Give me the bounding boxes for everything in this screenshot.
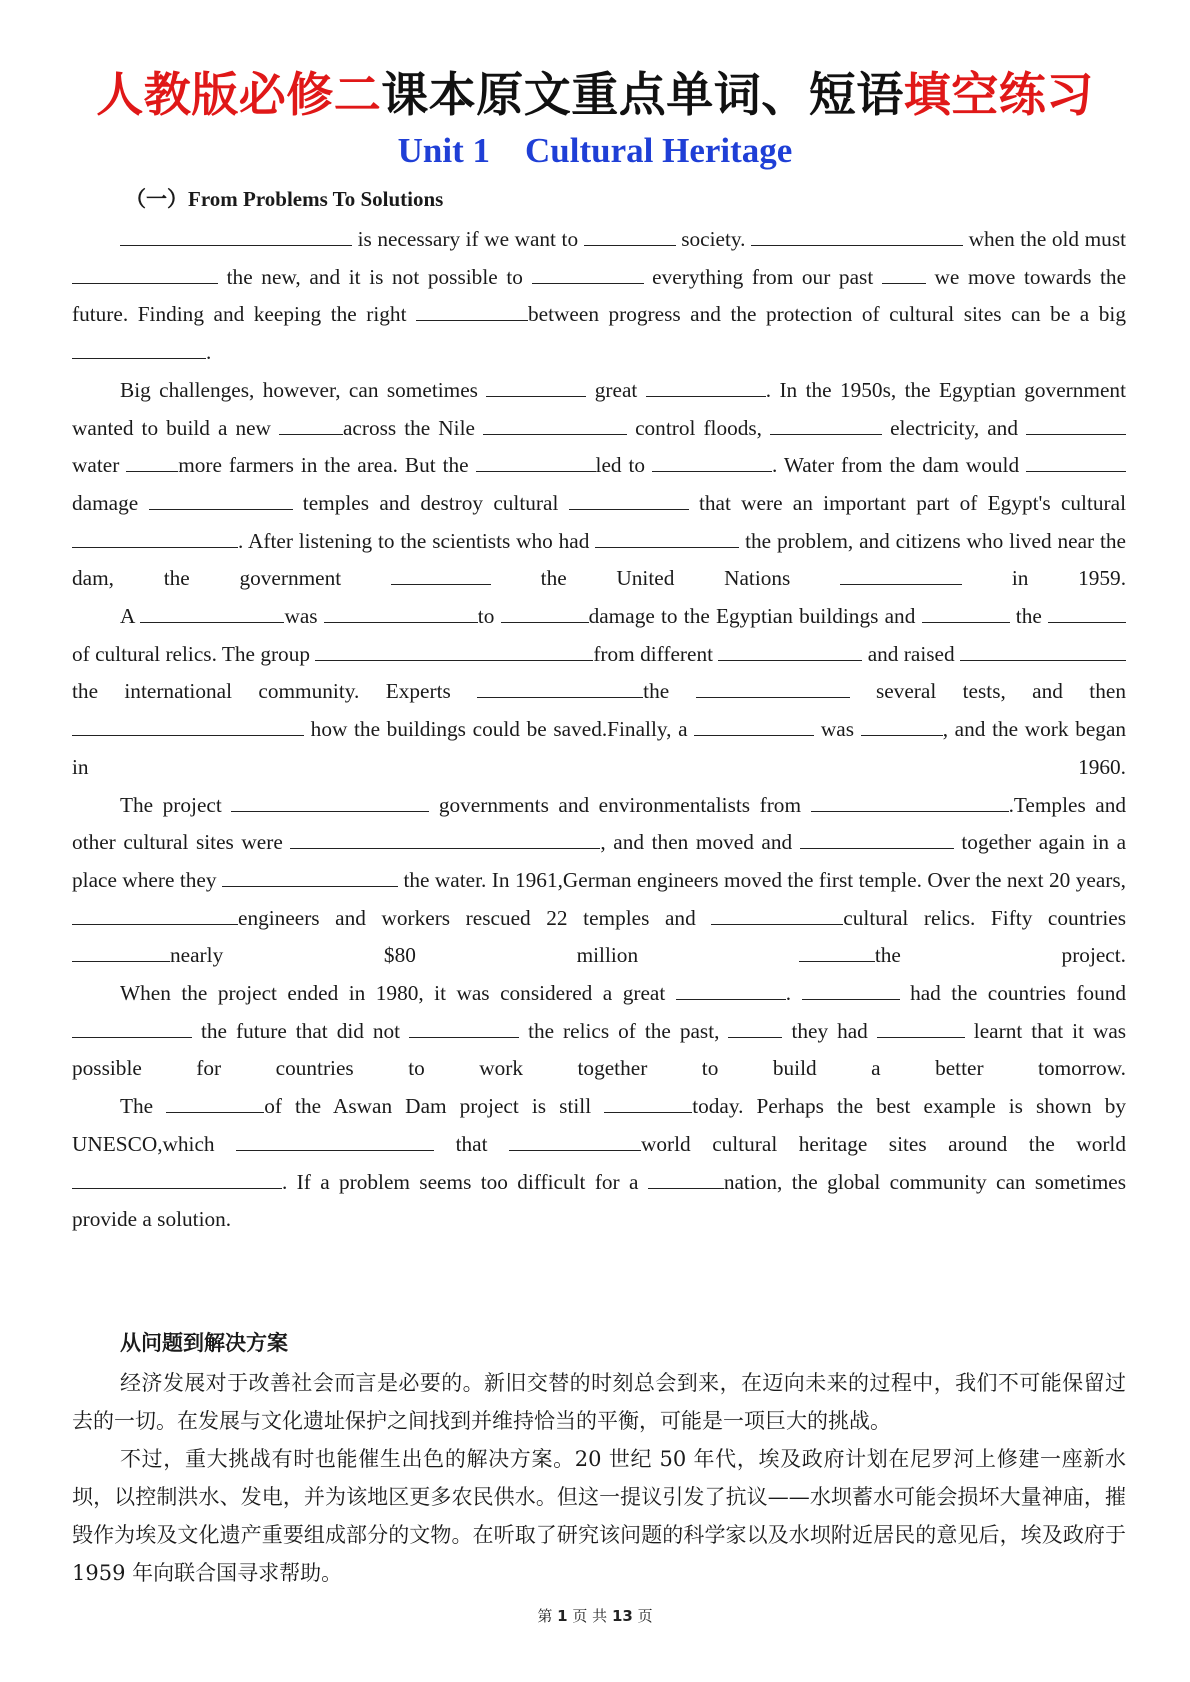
- passage-text: . In the 1950s, the Egyptian government wanted to build a new: [72, 377, 1126, 440]
- blank[interactable]: [72, 943, 170, 962]
- blank[interactable]: [72, 340, 206, 359]
- passage-text: was: [820, 717, 855, 742]
- passage-text: to: [477, 604, 495, 629]
- passage-text: The: [120, 1094, 154, 1119]
- blank[interactable]: [120, 227, 352, 246]
- blank[interactable]: [315, 642, 593, 661]
- passage-text: led to: [595, 453, 646, 478]
- blank[interactable]: [290, 830, 600, 849]
- passage-text: between progress and the protection of cultural sites can be a big: [528, 302, 1126, 327]
- blank[interactable]: [569, 491, 689, 510]
- blank[interactable]: [72, 265, 218, 284]
- passage-text: great: [594, 377, 638, 402]
- blank[interactable]: [652, 453, 772, 472]
- blank[interactable]: [646, 378, 766, 397]
- blank[interactable]: [126, 453, 178, 472]
- blank[interactable]: [416, 302, 528, 321]
- passage-text: we move towards the future. Finding and keeping the right: [72, 264, 1127, 327]
- blank[interactable]: [595, 529, 739, 548]
- blank[interactable]: [676, 981, 786, 1000]
- passage-text: and raised: [867, 641, 955, 666]
- passage-text: the: [643, 679, 670, 704]
- passage-text: more farmers in the area. But the: [178, 453, 469, 478]
- blank[interactable]: [861, 717, 943, 736]
- blank[interactable]: [802, 981, 900, 1000]
- blank[interactable]: [960, 642, 1126, 661]
- passage-text: damage: [72, 490, 139, 515]
- passage-paragraph-5: [72, 975, 1126, 1088]
- blank[interactable]: [391, 566, 491, 585]
- passage-text: learnt that it was possible for countries to work together to build a better tomorrow.: [72, 1018, 1127, 1081]
- passage-text: everything from our past: [652, 264, 874, 289]
- passage-text: . Water from the dam would: [771, 453, 1020, 478]
- page-title: [0, 70, 1190, 122]
- footer-suffix: 页: [637, 1607, 653, 1625]
- footer-middle: 页 共: [572, 1607, 608, 1625]
- blank[interactable]: [840, 566, 962, 585]
- blank[interactable]: [532, 265, 644, 284]
- passage-text: A: [120, 604, 135, 629]
- passage-text: nearly $80 million: [170, 943, 639, 968]
- passage-text: across the Nile: [342, 415, 475, 440]
- blank[interactable]: [584, 227, 676, 246]
- blank[interactable]: [922, 604, 1010, 623]
- blank[interactable]: [877, 1019, 965, 1038]
- blank[interactable]: [751, 227, 963, 246]
- passage-text: , and the work began in 1960.: [72, 717, 1127, 779]
- title-part-2: 课本原文重点单词、短语: [381, 68, 904, 123]
- blank[interactable]: [711, 906, 843, 925]
- passage-text: in 1959.: [1011, 566, 1127, 591]
- passage-text: of cultural relics. The group: [72, 641, 310, 666]
- passage-text: governments and environmentalists: [438, 792, 751, 817]
- blank[interactable]: [696, 679, 850, 698]
- passage-text: they had: [791, 1018, 868, 1043]
- passage-text: When the project ended in 1980, it was considered a great: [120, 981, 666, 1006]
- blank[interactable]: [694, 717, 814, 736]
- passage-text: the future that did not: [200, 1018, 401, 1043]
- blank[interactable]: [1026, 453, 1126, 472]
- blank[interactable]: [324, 604, 478, 623]
- blank[interactable]: [231, 793, 429, 812]
- passage-text: the: [1015, 604, 1042, 629]
- passage-text: when the old must: [968, 227, 1127, 251]
- page-footer: [0, 1605, 1190, 1626]
- passage-text: cultural relics. Fifty countries: [843, 905, 1126, 930]
- passage-text: the problem, and citizens who lived near the dam, the government: [72, 528, 1126, 591]
- passage-paragraph-4: [72, 787, 1126, 976]
- passage-text: from different: [593, 641, 714, 666]
- translation-paragraph-1: 经济发展对于改善社会而言是必要的。新旧交替的时刻总会到来，在迈向未来的过程中，我们不可能保留过去的一切。在发展与文化遗址保护之间找到并维持恰当的平衡，可能是一项巨大的挑战。: [72, 1371, 1126, 1433]
- blank[interactable]: [486, 378, 586, 397]
- translation-heading: 从问题到解决方案: [120, 1331, 288, 1355]
- blank[interactable]: [279, 416, 343, 435]
- footer-prefix: 第: [537, 1607, 553, 1625]
- title-part-3: 填空练习: [903, 68, 1094, 123]
- translation-paragraph-2: 不过，重大挑战有时也能催生出色的解决方案。20 世纪 50 年代，埃及政府计划在尼罗河上修建一座新水坝，以控制洪水、发电，并为该地区更多农民供水。但这一提议引发了抗议——水坝蓄水可能会损坏大量神庙，摧毁作为埃及文化遗产重要组成部分的文物。在听取了研究该问题的科学家以及水坝附近居民的意见后，埃及政府于 1959 年向联合国寻求帮助。: [72, 1447, 1126, 1585]
- passage-text: the international community. Experts: [72, 679, 451, 704]
- passage-text: temples and destroy cultural: [302, 490, 559, 515]
- blank[interactable]: [72, 529, 238, 548]
- passage-paragraph-2: [72, 372, 1126, 598]
- passage-text: that: [455, 1131, 488, 1156]
- passage-text: how the buildings could be saved.Finally, a: [310, 717, 688, 742]
- passage-text: world cultural heritage sites around the world: [641, 1131, 1126, 1156]
- unit-title: Unit 1 Cultural Heritage: [397, 131, 793, 170]
- blank[interactable]: [1026, 416, 1126, 435]
- blank[interactable]: [770, 416, 882, 435]
- passage-paragraph-6: [72, 1088, 1126, 1239]
- footer-page-number: 1: [557, 1607, 568, 1625]
- blank[interactable]: [222, 868, 398, 887]
- passage-text: is necessary if we want to: [357, 227, 579, 251]
- passage-text: damage to the Egyptian buildings and: [588, 604, 916, 629]
- blank[interactable]: [604, 1094, 692, 1113]
- blank[interactable]: [149, 491, 293, 510]
- fill-in-passage: [72, 221, 1126, 1239]
- passage-text: that were an important part of Egypt's cultural: [698, 490, 1126, 515]
- blank[interactable]: [236, 1132, 434, 1151]
- passage-text: today. Perhaps the best example is shown by UNESCO,which: [72, 1094, 1127, 1156]
- passage-text: several tests, and then: [875, 679, 1126, 704]
- title-part-1: 人教版必修二: [96, 68, 382, 123]
- passage-text: water: [72, 453, 120, 478]
- passage-text: , and then moved and: [600, 830, 793, 855]
- passage-text: the project.: [874, 943, 1127, 968]
- passage-text: .Temples and other cultural sites were: [72, 792, 1127, 855]
- blank[interactable]: [799, 943, 875, 962]
- blank[interactable]: [718, 642, 862, 661]
- blank[interactable]: [800, 830, 954, 849]
- blank[interactable]: [483, 416, 627, 435]
- passage-text: engineers and workers rescued 22 temples and: [238, 905, 696, 930]
- passage-text: nation, the global community can sometimes provide a solution.: [72, 1169, 1126, 1232]
- passage-text: Big challenges, however, can sometimes: [120, 377, 478, 402]
- passage-text: was: [284, 604, 318, 629]
- passage-text: The project: [120, 792, 222, 817]
- passage-text: the water. In 1961,German engineers moved the first temple. Over the next 20 years,: [403, 867, 1126, 892]
- blank[interactable]: [140, 604, 284, 623]
- blank[interactable]: [882, 265, 926, 284]
- passage-text: together again in a place where they: [72, 830, 1127, 892]
- passage-text: of the Aswan Dam project is still: [264, 1094, 592, 1119]
- footer-total-pages: 13: [611, 1607, 633, 1625]
- passage-text: electricity, and: [890, 415, 1018, 440]
- passage-text: society.: [681, 227, 746, 251]
- passage-text: the relics of the past,: [528, 1018, 720, 1043]
- blank[interactable]: [476, 453, 596, 472]
- passage-paragraph-1: [72, 221, 1126, 372]
- passage-text: the United Nations: [540, 566, 791, 591]
- passage-text: control floods,: [635, 415, 763, 440]
- blank[interactable]: [409, 1019, 519, 1038]
- blank[interactable]: [509, 1132, 641, 1151]
- blank[interactable]: [648, 1170, 724, 1189]
- blank[interactable]: [1048, 604, 1126, 623]
- blank[interactable]: [72, 1019, 192, 1038]
- passage-text: from: [759, 792, 802, 817]
- passage-text: . After listening to the scientists who had: [238, 528, 590, 553]
- blank[interactable]: [72, 906, 238, 925]
- section-heading: （一）From Problems To Solutions: [125, 187, 444, 211]
- blank[interactable]: [728, 1019, 782, 1038]
- blank[interactable]: [166, 1094, 264, 1113]
- passage-text: . If a problem seems too difficult for a: [282, 1169, 639, 1194]
- passage-paragraph-3: [72, 598, 1126, 787]
- blank[interactable]: [811, 793, 1009, 812]
- blank[interactable]: [477, 679, 643, 698]
- blank[interactable]: [72, 717, 304, 736]
- blank[interactable]: [72, 1170, 282, 1189]
- passage-text: .: [206, 340, 212, 365]
- translation-body: [72, 1364, 1126, 1592]
- blank[interactable]: [501, 604, 589, 623]
- passage-text: .: [785, 981, 792, 1006]
- passage-text: the new, and it is not possible to: [226, 264, 523, 289]
- passage-text: had the countries found: [910, 981, 1127, 1006]
